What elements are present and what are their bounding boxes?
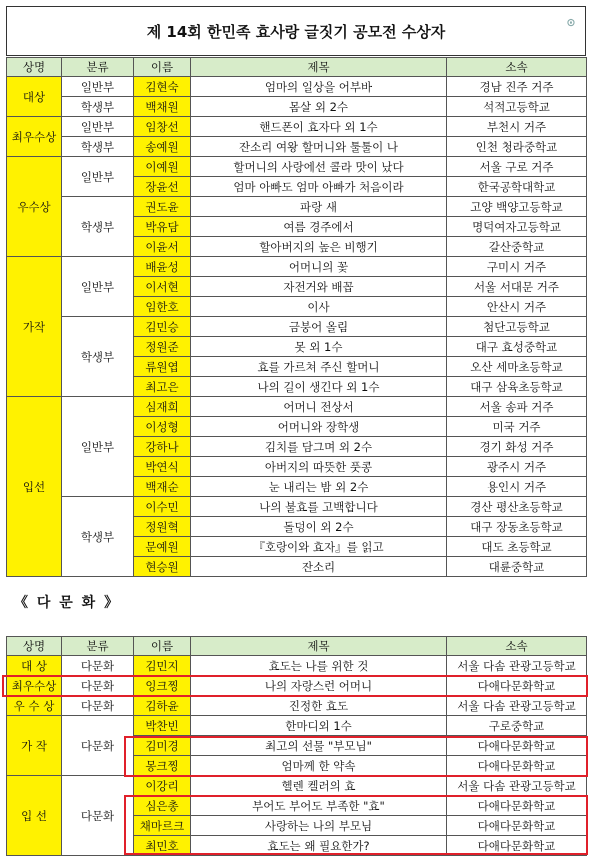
affiliation-cell: 다애다문화학교 — [447, 676, 587, 696]
name-cell: 김하윤 — [134, 696, 191, 716]
affiliation-cell: 인천 청라중학교 — [447, 137, 587, 157]
affiliation-cell: 오산 세마초등학교 — [447, 357, 587, 377]
table-row — [7, 317, 587, 337]
header-affiliation: 소속 — [447, 58, 587, 77]
header-award: 상명 — [7, 637, 62, 656]
name-cell: 김민승 — [134, 317, 191, 337]
page-title-box — [6, 6, 586, 56]
work-cell: 나의 불효를 고백합니다 — [191, 497, 447, 517]
name-cell: 정원혁 — [134, 517, 191, 537]
affiliation-cell: 석적고등학교 — [447, 97, 587, 117]
affiliation-cell: 첨단고등학교 — [447, 317, 587, 337]
affiliation-cell: 다애다문화학교 — [447, 756, 587, 776]
award-cell: 대상 — [7, 77, 62, 117]
work-cell: 이사 — [191, 297, 447, 317]
work-cell: 엄마의 일상을 어부바 — [191, 77, 447, 97]
header-division: 분류 — [62, 637, 134, 656]
division-cell: 일반부 — [62, 397, 134, 497]
work-cell: 효도는 왜 필요한가? — [191, 836, 447, 856]
work-cell: 여름 경주에서 — [191, 217, 447, 237]
name-cell: 이강리 — [134, 776, 191, 796]
affiliation-cell: 미국 거주 — [447, 417, 587, 437]
name-cell: 잉크찡 — [134, 676, 191, 696]
work-cell: 어머니 전상서 — [191, 397, 447, 417]
award-cell: 입 선 — [7, 776, 62, 856]
division-cell: 일반부 — [62, 257, 134, 317]
table-row — [7, 137, 587, 157]
division-cell: 다문화 — [62, 696, 134, 716]
division-cell: 학생부 — [62, 317, 134, 397]
name-cell: 이서현 — [134, 277, 191, 297]
header-affiliation: 소속 — [447, 637, 587, 656]
affiliation-cell: 대륜중학교 — [447, 557, 587, 577]
affiliation-cell: 경산 평산초등학교 — [447, 497, 587, 517]
name-cell: 이윤서 — [134, 237, 191, 257]
affiliation-cell: 경남 진주 거주 — [447, 77, 587, 97]
work-cell: 엄마 아빠도 엄마 아빠가 처음이라 — [191, 177, 447, 197]
division-cell: 다문화 — [62, 656, 134, 676]
name-cell: 임창선 — [134, 117, 191, 137]
work-cell: 『호랑이와 효자』를 읽고 — [191, 537, 447, 557]
name-cell: 정원준 — [134, 337, 191, 357]
work-cell: 효도는 나를 위한 것 — [191, 656, 447, 676]
affiliation-cell: 대도 초등학교 — [447, 537, 587, 557]
affiliation-cell: 한국공학대학교 — [447, 177, 587, 197]
work-cell: 엄마께 한 약속 — [191, 756, 447, 776]
award-cell: 가작 — [7, 257, 62, 397]
work-cell: 할머니의 사랑에선 콜라 맛이 났다 — [191, 157, 447, 177]
work-cell: 사랑하는 나의 부모님 — [191, 816, 447, 836]
division-cell: 학생부 — [62, 497, 134, 577]
affiliation-cell: 명덕여자고등학교 — [447, 217, 587, 237]
award-cell: 우 수 상 — [7, 696, 62, 716]
header-division: 분류 — [62, 58, 134, 77]
table-row — [7, 157, 587, 177]
award-cell: 최우수상 — [7, 117, 62, 157]
multicultural-section-title: 《 다 문 화 》 — [14, 595, 121, 611]
table-row — [7, 197, 587, 217]
name-cell: 류원엽 — [134, 357, 191, 377]
name-cell: 채마르크 — [134, 816, 191, 836]
name-cell: 박유담 — [134, 217, 191, 237]
header-name: 이름 — [134, 58, 191, 77]
table-row — [7, 676, 587, 696]
table-header-row — [7, 637, 587, 656]
affiliation-cell: 서울 구로 거주 — [447, 157, 587, 177]
name-cell: 배윤성 — [134, 257, 191, 277]
affiliation-cell: 부천시 거주 — [447, 117, 587, 137]
name-cell: 김미경 — [134, 736, 191, 756]
award-cell: 입선 — [7, 397, 62, 577]
name-cell: 장윤선 — [134, 177, 191, 197]
work-cell: 어머니의 꽃 — [191, 257, 447, 277]
affiliation-cell: 서울 다솜 관광고등학교 — [447, 776, 587, 796]
name-cell: 백채원 — [134, 97, 191, 117]
division-cell: 일반부 — [62, 117, 134, 137]
table-row — [7, 257, 587, 277]
division-cell: 학생부 — [62, 97, 134, 117]
affiliation-cell: 경기 화성 거주 — [447, 437, 587, 457]
header-work: 제목 — [191, 58, 447, 77]
name-cell: 이성형 — [134, 417, 191, 437]
table-row — [7, 776, 587, 796]
name-cell: 박연식 — [134, 457, 191, 477]
work-cell: 나의 자랑스런 어머니 — [191, 676, 447, 696]
image-search-icon[interactable]: ⊙ — [566, 16, 576, 29]
awards-table — [6, 57, 587, 577]
work-cell: 한마디외 1수 — [191, 716, 447, 736]
table-row — [7, 117, 587, 137]
table-row — [7, 77, 587, 97]
affiliation-cell: 갈산중학교 — [447, 237, 587, 257]
work-cell: 파랑 새 — [191, 197, 447, 217]
multicultural-awards-table — [6, 636, 587, 856]
affiliation-cell: 서울 서대문 거주 — [447, 277, 587, 297]
name-cell: 김민지 — [134, 656, 191, 676]
division-cell: 학생부 — [62, 137, 134, 157]
division-cell: 다문화 — [62, 776, 134, 856]
affiliation-cell: 다애다문화학교 — [447, 736, 587, 756]
work-cell: 효를 가르쳐 주신 할머니 — [191, 357, 447, 377]
header-award: 상명 — [7, 58, 62, 77]
name-cell: 심재희 — [134, 397, 191, 417]
affiliation-cell: 다애다문화학교 — [447, 836, 587, 856]
award-cell: 최우수상 — [7, 676, 62, 696]
division-cell: 다문화 — [62, 716, 134, 776]
table-row — [7, 497, 587, 517]
division-cell: 다문화 — [62, 676, 134, 696]
affiliation-cell: 서울 송파 거주 — [447, 397, 587, 417]
affiliation-cell: 다애다문화학교 — [447, 796, 587, 816]
work-cell: 눈 내리는 밤 외 2수 — [191, 477, 447, 497]
affiliation-cell: 용인시 거주 — [447, 477, 587, 497]
award-cell: 우수상 — [7, 157, 62, 257]
affiliation-cell: 대구 장동초등학교 — [447, 517, 587, 537]
name-cell: 최민호 — [134, 836, 191, 856]
name-cell: 백재순 — [134, 477, 191, 497]
affiliation-cell: 구미시 거주 — [447, 257, 587, 277]
work-cell: 핸드폰이 효자다 외 1수 — [191, 117, 447, 137]
page-title: 제 14회 한민족 효사랑 글짓기 공모전 수상자 — [146, 22, 446, 41]
table-header-row — [7, 58, 587, 77]
name-cell: 박찬빈 — [134, 716, 191, 736]
header-name: 이름 — [134, 637, 191, 656]
award-cell: 가 작 — [7, 716, 62, 776]
award-cell: 대 상 — [7, 656, 62, 676]
work-cell: 김치를 담그며 외 2수 — [191, 437, 447, 457]
table-row — [7, 716, 587, 736]
name-cell: 김현숙 — [134, 77, 191, 97]
work-cell: 돌덩이 외 2수 — [191, 517, 447, 537]
header-work: 제목 — [191, 637, 447, 656]
work-cell: 어머니와 장학생 — [191, 417, 447, 437]
affiliation-cell: 구로중학교 — [447, 716, 587, 736]
work-cell: 자전거와 배꼽 — [191, 277, 447, 297]
work-cell: 금붕어 올림 — [191, 317, 447, 337]
affiliation-cell: 고양 백양고등학교 — [447, 197, 587, 217]
name-cell: 몽크찡 — [134, 756, 191, 776]
division-cell: 학생부 — [62, 197, 134, 257]
name-cell: 송예원 — [134, 137, 191, 157]
name-cell: 강하나 — [134, 437, 191, 457]
affiliation-cell: 대구 효성중학교 — [447, 337, 587, 357]
work-cell: 부어도 부어도 부족한 "효" — [191, 796, 447, 816]
table-row — [7, 397, 587, 417]
name-cell: 현승원 — [134, 557, 191, 577]
division-cell: 일반부 — [62, 157, 134, 197]
name-cell: 최고은 — [134, 377, 191, 397]
table-row — [7, 696, 587, 716]
work-cell: 몸살 외 2수 — [191, 97, 447, 117]
name-cell: 권도윤 — [134, 197, 191, 217]
work-cell: 헬렌 켈러의 효 — [191, 776, 447, 796]
affiliation-cell: 광주시 거주 — [447, 457, 587, 477]
work-cell: 잔소리 — [191, 557, 447, 577]
name-cell: 이예원 — [134, 157, 191, 177]
work-cell: 잔소리 여왕 할머니와 툴툴이 나 — [191, 137, 447, 157]
work-cell: 할아버지의 높은 비행기 — [191, 237, 447, 257]
division-cell: 일반부 — [62, 77, 134, 97]
work-cell: 나의 길이 생긴다 외 1수 — [191, 377, 447, 397]
work-cell: 못 외 1수 — [191, 337, 447, 357]
table-row — [7, 656, 587, 676]
affiliation-cell: 대구 삼육초등학교 — [447, 377, 587, 397]
name-cell: 이수민 — [134, 497, 191, 517]
affiliation-cell: 서울 다솜 관광고등학교 — [447, 696, 587, 716]
affiliation-cell: 서울 다솜 관광고등학교 — [447, 656, 587, 676]
work-cell: 최고의 선물 "부모님" — [191, 736, 447, 756]
affiliation-cell: 다애다문화학교 — [447, 816, 587, 836]
affiliation-cell: 안산시 거주 — [447, 297, 587, 317]
table-row — [7, 97, 587, 117]
work-cell: 아버지의 따뜻한 풋콩 — [191, 457, 447, 477]
name-cell: 심은총 — [134, 796, 191, 816]
work-cell: 진정한 효도 — [191, 696, 447, 716]
name-cell: 임한호 — [134, 297, 191, 317]
name-cell: 문예원 — [134, 537, 191, 557]
